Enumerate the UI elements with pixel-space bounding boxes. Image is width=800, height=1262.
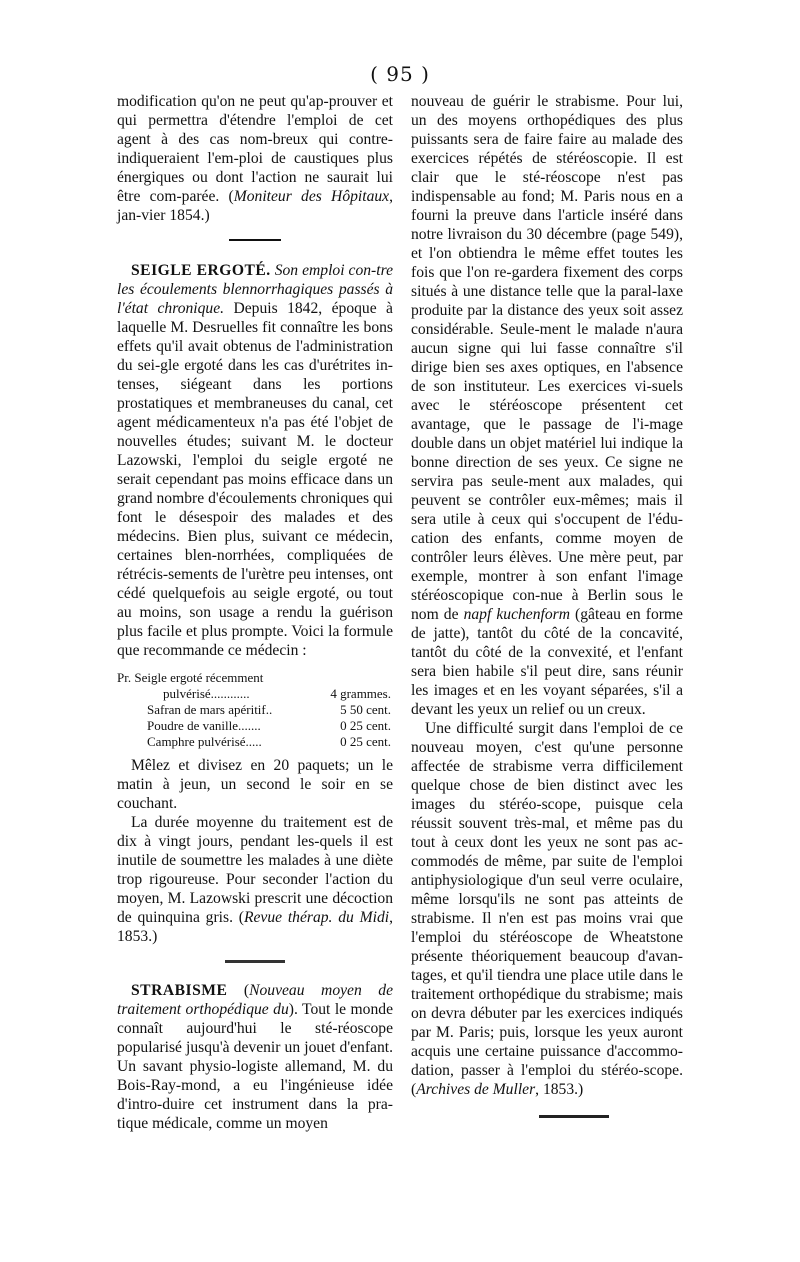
prescription-row — [117, 670, 393, 686]
paragraph-text: modification qu'on ne peut qu'ap-prouver et qui permettra d'étendre l'emploi de cet agent à des cas nom-breux qui contre-indiqueraient l'em-ploi de caustiques plus énergiques ou dont l'action ne saurait lui être com-parée. ( — [117, 93, 393, 205]
article-strabisme: STRABISME (Nouveau moyen de traitement orthopédique du). Tout le monde connaît aujourd'hui le sté-réoscope popularisé jusqu'à devenir un jouet d'enfant. Un savant physio-logiste allemand, M. du Bois-Ray-mond, a eu l'ingénieuse idée d'intro-duire cet instrument dans la pra-tique médicale, comme un moyen — [117, 982, 393, 1132]
prescription-quantity: 5 50 cent. — [340, 702, 391, 717]
right-column — [411, 92, 683, 1118]
term-italic: napf kuchenform — [463, 606, 570, 623]
paragraph-dosage: Mêlez et divisez en 20 paquets; un le matin à jeun, un second le soir en se couchant. — [117, 757, 393, 812]
paragraph-duration — [117, 813, 393, 946]
article-body: Tout le monde connaît aujourd'hui le sté-réoscope popularisé jusqu'à devenir un jouet d'enfant. Un savant physio-logiste allemand, M. du Bois-Ray-mond, a eu l'ingénieuse idée d'intro-duire cet instrument dans la pra-tique médicale, comme un moyen — [117, 1001, 393, 1132]
paragraph-difficulty — [411, 719, 683, 1099]
article-subtitle: Son emploi con-tre les écoulements blennorrhagiques passés à l'état chronique. — [117, 262, 393, 317]
prescription-quantity: 4 grammes. — [330, 686, 391, 701]
article-title: STRABISME — [131, 982, 228, 999]
section-divider — [225, 960, 285, 963]
article-title: SEIGLE ERGOTÉ. — [131, 262, 271, 279]
prescription-prefix: Pr. — [117, 670, 132, 685]
section-divider — [229, 239, 281, 241]
paragraph-text: Une difficulté surgit dans l'emploi de ce nouveau moyen, c'est qu'une personne affectée de strabisme verra difficilement quelque chose de bien distinct avec les images du stéréo-scope, puisque cela réussit souvent très-mal, et même pas du tout à ceux dont les yeux ne sont pas ac-commodés de même, par suite de l'emploi antiphysiologique d'un seul verre oculaire, même lorsqu'ils ne sont pas atteints de strabisme. Il n'en est pas moins vrai que l'emploi du stéréoscope de Wheatstone présente théoriquement beaucoup d'avan-tages, et qu'il tiendra une place utile dans le traitement orthopédique du strabisme; mais on devra débuter par les exercices indiqués par M. Paris; puis, lorsque les yeux auront acquis une certaine puissance d'accommo-dation, passer à l'emploi du stéréo-scope. ( — [411, 720, 683, 1098]
prescription-row — [117, 686, 393, 702]
prescription-quantity: 0 25 cent. — [340, 734, 391, 749]
paragraph-stereoscope — [411, 92, 683, 719]
paragraph-cautery-end — [117, 92, 393, 225]
prescription-ingredient: Safran de mars apéritif.. — [147, 702, 273, 717]
citation-date: , 1853.) — [117, 909, 393, 945]
citation-source: Moniteur des Hôpitaux — [233, 188, 390, 205]
end-ornament — [539, 1115, 609, 1118]
article-seigle-ergote — [117, 261, 393, 660]
paragraph-text: La durée moyenne du traitement est de dix à vingt jours, pendant les-quels il est inutile de soumettre les malades à une diète trop rigoureuse. Pour seconder l'action du moyen, M. Lazowski prescrit une décoction de quinquina gris. ( — [117, 814, 393, 926]
citation-source: Revue thérap. du Midi — [243, 909, 390, 926]
prescription-ingredient: Poudre de vanille....... — [147, 718, 261, 733]
citation-source: Archives de Muller — [416, 1081, 536, 1098]
page-number: ( 95 ) — [370, 62, 430, 86]
citation-date: , jan-vier 1854.) — [117, 188, 393, 224]
article-subtitle: Nouveau moyen de traitement orthopédique du — [117, 982, 393, 1018]
paragraph-text: (gâteau en forme de jatte), tantôt du côté de la concavité, tantôt du côté de la convexité, et l'enfant sera bien habile s'il peut dire, sans réunir les images et en les voyant séparées, s'il a devant les yeux un relief ou un creux. — [411, 606, 683, 718]
prescription-quantity: 0 25 cent. — [340, 718, 391, 733]
article-body: Depuis 1842, époque à laquelle M. Desruelles fit connaître les bons effets qu'il avait obtenus de l'administration du sei-gle ergoté dans les cas d'urétrites in-tenses, siégeant dans les portions prostatiques et membraneuses du canal, cet agent médicamenteux n'a pas été l'objet de nouvelles études; suivant M. le docteur Lazowski, l'emploi du seigle ergoté ne serait cependant pas moins efficace dans un grand nombre d'écoulements chroniques qui font le désespoir des malades et des médecins. Bien plus, suivant ce médecin, certaines blen-norrhées, compliquées de rétrécis-sements de l'urètre peu intenses, ont cédé quelquefois au seigle ergoté, ou tout au moins, son usage a rendu la guérison plus facile et plus prompte. Voici la formule que recommande ce médecin : — [117, 300, 393, 659]
prescription-ingredient: Seigle ergoté récemment — [134, 670, 264, 685]
citation-date: , 1853.) — [535, 1081, 584, 1098]
prescription-row — [117, 702, 393, 718]
prescription-ingredient: pulvérisé............ — [163, 686, 250, 701]
prescription-formula — [117, 670, 393, 750]
prescription-row — [117, 734, 393, 750]
paragraph-text: nouveau de guérir le strabisme. Pour lui, un des moyens orthopédiques des plus puissants sera de faire faire au malade des exercices répétés de stéréoscopie. Il est clair que le sté-réoscope n'est pas indispensable au fond; M. Paris nous en a fourni la preuve dans l'article inséré dans notre livraison du 30 décembre (page 549), et l'on obtiendra le même effet toutes les fois que l'on re-gardera fixement des corps situés à une distance telle que la paral-laxe produite par la distance des yeux soit assez considérable. Seule-ment le malade n'aura aucun signe qui lui fasse connaître s'il dirige bien ses axes optiques, en l'absence de son instituteur. Les exercices vi-suels avec le stéréoscope présentent cet avantage, que le passage de l'i-mage double dans un objet matériel lui indique la bonne direction de ses yeux. Ce signe ne servira pas seule-ment aux malades, qui peuvent se contrôler eux-mêmes; mais il sera utile à ceux qui s'occupent de l'édu-cation des enfants, comme moyen de contrôler leurs élèves. Une mère peut, par exemple, montrer à son enfant l'image stéréoscopique con-nue à Berlin sous le nom de — [411, 93, 683, 623]
prescription-row — [117, 718, 393, 734]
prescription-ingredient: Camphre pulvérisé..... — [147, 734, 262, 749]
left-column — [117, 92, 393, 1133]
